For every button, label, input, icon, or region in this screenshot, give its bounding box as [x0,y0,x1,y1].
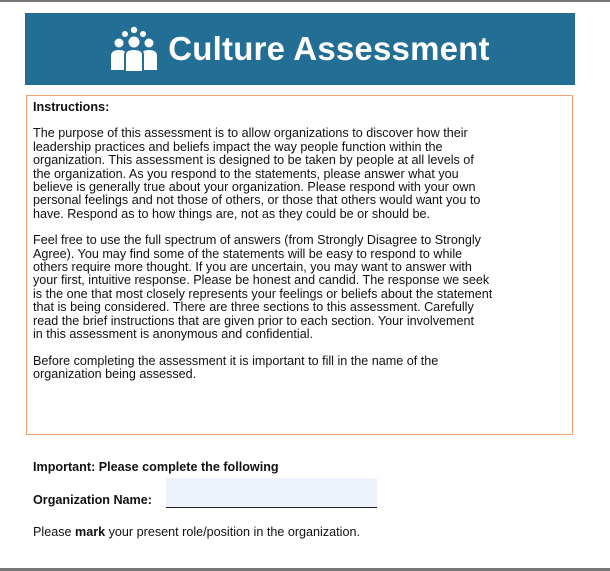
organization-name-label: Organization Name: [33,493,152,507]
role-instruction [33,525,360,539]
people-group-icon [110,26,158,72]
text-line: organization. This assessment is designed to be taken by people at all levels of [33,153,474,168]
text-line: your first, intuitive response. Please be honest and candid. The response we seek [33,273,490,288]
instructions-heading: Instructions: [33,100,110,114]
text-line: Before completing the assessment it is important to fill in the name of the [33,353,439,368]
text-line: organization being assessed. [33,366,197,381]
text: your present role/position in the organization. [105,525,360,539]
text-line: Agree). You may find some of the statements will be easy to respond to while [33,246,463,261]
important-note: Important: Please complete the following [33,460,279,474]
text-line: leadership practices and beliefs impact the way people function within the [33,139,443,154]
top-border [0,0,610,2]
instructions-box [26,95,573,435]
text: Please [33,525,76,539]
title-banner [25,13,575,85]
text-line: in this assessment is anonymous and confidential. [33,327,314,342]
page-title: Culture Assessment [168,30,490,67]
organization-name-input[interactable] [166,478,377,508]
text-line: Feel free to use the full spectrum of answers (from Strongly Disagree to Strongly [33,233,481,248]
text-line: personal feelings and not those of others, or those that others would want you to [33,193,481,208]
text-line: have. Respond as to how things are, not as they could be or should be. [33,206,430,221]
instructions-paragraph [33,234,566,341]
instructions-paragraph [33,355,566,382]
text-line: is the one that most closely represents your feelings or beliefs about the statement [33,286,493,301]
instructions-paragraph [33,127,566,221]
text-line: believe is generally true about your organization. Please respond with your own [33,180,476,195]
text-line: the organization. As you respond to the statements, please answer what you [33,166,459,181]
text-line: The purpose of this assessment is to allow organizations to discover how their [33,126,468,141]
text-line: read the brief instructions that are given prior to each section. Your involvement [33,313,475,328]
bold-text: mark [75,525,106,539]
text-line: that is being considered. There are three sections to this assessment. Carefully [33,300,474,315]
text-line: others require more thought. If you are uncertain, you may want to answer with [33,260,472,275]
